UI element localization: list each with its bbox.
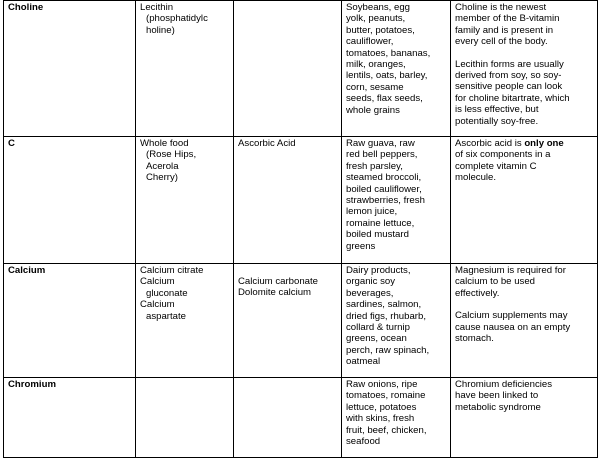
- notes-line: calcium to be used: [455, 276, 535, 288]
- food-sources-cell: [342, 264, 451, 378]
- food-source-line: lemon juice,: [346, 206, 398, 218]
- notes-line: Magnesium is required for: [455, 265, 566, 276]
- notes-cell: [451, 264, 598, 378]
- food-source-line: fruit, beef, chicken,: [346, 424, 427, 436]
- food-source-line: Raw onions, ripe: [346, 379, 418, 390]
- food-sources-cell: [342, 137, 451, 264]
- nutrient-name: Calcium: [4, 264, 136, 378]
- food-source-line: butter, potatoes,: [346, 24, 415, 36]
- natural-form-cell: [136, 378, 234, 458]
- food-source-line: fresh parsley,: [346, 160, 403, 172]
- food-source-line: steamed broccoli,: [346, 172, 422, 184]
- food-source-line: tomatoes, romaine: [346, 390, 426, 402]
- food-source-line: sardines, salmon,: [346, 299, 422, 311]
- notes-line: potentially soy-free.: [455, 115, 539, 127]
- food-source-line: seeds, flax seeds,: [346, 93, 423, 105]
- notes-line: Calcium supplements may: [455, 310, 568, 322]
- notes-text: Ascorbic acid is: [455, 138, 525, 149]
- natural-form-line: Calcium citrate: [140, 265, 204, 276]
- notes-cell: [451, 378, 598, 458]
- natural-form-line: gluconate: [146, 287, 188, 299]
- food-source-line: Dairy products,: [346, 265, 411, 276]
- natural-form-cell: [136, 137, 234, 264]
- notes-line: Chromium deficiencies: [455, 379, 553, 390]
- notes-line: for choline bitartrate, which: [455, 92, 570, 104]
- notes-line: stomach.: [455, 333, 494, 345]
- synthetic-form-line: Dolomite calcium: [238, 287, 312, 299]
- notes-line: [455, 138, 594, 149]
- notes-line: cause nausea on an empty: [455, 321, 571, 333]
- table-row-choline: [4, 1, 598, 137]
- food-source-line: dried figs, rhubarb,: [346, 310, 426, 322]
- natural-form-line: aspartate: [146, 310, 187, 322]
- notes-line: is less effective, but: [455, 104, 539, 116]
- notes-line: molecule.: [455, 172, 497, 184]
- food-source-line: lettuce, potatoes: [346, 401, 417, 413]
- natural-form-line: Calcium: [140, 299, 175, 311]
- notes-line: effectively.: [455, 287, 500, 299]
- notes-line: derived from soy, so soy-: [455, 70, 562, 82]
- synthetic-form-cell: [234, 137, 342, 264]
- food-source-line: perch, raw spinach,: [346, 344, 430, 356]
- food-source-line: strawberries, fresh: [346, 195, 425, 207]
- natural-form-line: Lecithin: [140, 2, 174, 13]
- food-source-line: corn, sesame: [346, 81, 404, 93]
- natural-form-line: (Rose Hips,: [146, 149, 197, 161]
- food-sources-cell: [342, 1, 451, 137]
- notes-line: sensitive people can look: [455, 81, 563, 93]
- table-row-c: [4, 137, 598, 264]
- notes-line: Choline is the newest: [455, 2, 547, 13]
- notes-line: every cell of the body.: [455, 36, 548, 48]
- notes-line: have been linked to: [455, 390, 539, 402]
- natural-form-line: Calcium: [140, 276, 175, 288]
- food-source-line: red bell peppers,: [346, 149, 418, 161]
- notes-cell: [451, 137, 598, 264]
- food-source-line: with skins, fresh: [346, 413, 415, 425]
- nutrient-name: C: [4, 137, 136, 264]
- food-source-line: whole grains: [346, 104, 400, 116]
- food-source-line: seafood: [346, 436, 381, 448]
- notes-emphasis: only one: [524, 138, 564, 149]
- nutrient-name: Choline: [4, 1, 136, 137]
- synthetic-form-line: Calcium carbonate: [238, 276, 318, 287]
- natural-form-line: Acerola: [146, 160, 179, 172]
- food-source-line: yolk, peanuts,: [346, 13, 406, 25]
- food-source-line: boiled mustard: [346, 229, 409, 241]
- notes-line: metabolic syndrome: [455, 401, 541, 413]
- food-source-line: milk, oranges,: [346, 59, 406, 71]
- natural-form-line: holine): [146, 24, 175, 36]
- notes-line: complete vitamin C: [455, 160, 537, 172]
- synthetic-form-cell: [234, 378, 342, 458]
- food-source-line: Raw guava, raw: [346, 138, 415, 149]
- synthetic-form-cell: [234, 264, 342, 378]
- notes-line: member of the B-vitamin: [455, 13, 560, 25]
- food-sources-cell: [342, 378, 451, 458]
- natural-form-cell: [136, 1, 234, 137]
- food-source-line: romaine lettuce,: [346, 217, 415, 229]
- notes-line: of six components in a: [455, 149, 551, 161]
- notes-line: family and is present in: [455, 24, 554, 36]
- table-row-calcium: [4, 264, 598, 378]
- food-source-line: boiled cauliflower,: [346, 183, 422, 195]
- food-source-line: oatmeal: [346, 356, 381, 368]
- food-source-line: greens: [346, 240, 376, 252]
- synthetic-form-cell: [234, 1, 342, 137]
- food-source-line: organic soy: [346, 276, 396, 288]
- food-source-line: lentils, oats, barley,: [346, 70, 428, 82]
- food-source-line: collard & turnip: [346, 322, 410, 334]
- food-source-line: tomatoes, bananas,: [346, 47, 431, 59]
- natural-form-line: Whole food: [140, 138, 189, 149]
- natural-form-line: Cherry): [146, 172, 178, 184]
- table-row-chromium: [4, 378, 598, 458]
- nutrient-name: Chromium: [4, 378, 136, 458]
- food-source-line: beverages,: [346, 287, 394, 299]
- synthetic-form-line: Ascorbic Acid: [238, 138, 296, 149]
- notes-line: Lecithin forms are usually: [455, 58, 564, 70]
- food-source-line: Soybeans, egg: [346, 2, 411, 13]
- food-source-line: greens, ocean: [346, 333, 407, 345]
- nutrient-table: [3, 0, 598, 458]
- natural-form-line: (phosphatidylc: [146, 13, 208, 25]
- natural-form-cell: [136, 264, 234, 378]
- food-source-line: cauliflower,: [346, 36, 394, 48]
- notes-cell: [451, 1, 598, 137]
